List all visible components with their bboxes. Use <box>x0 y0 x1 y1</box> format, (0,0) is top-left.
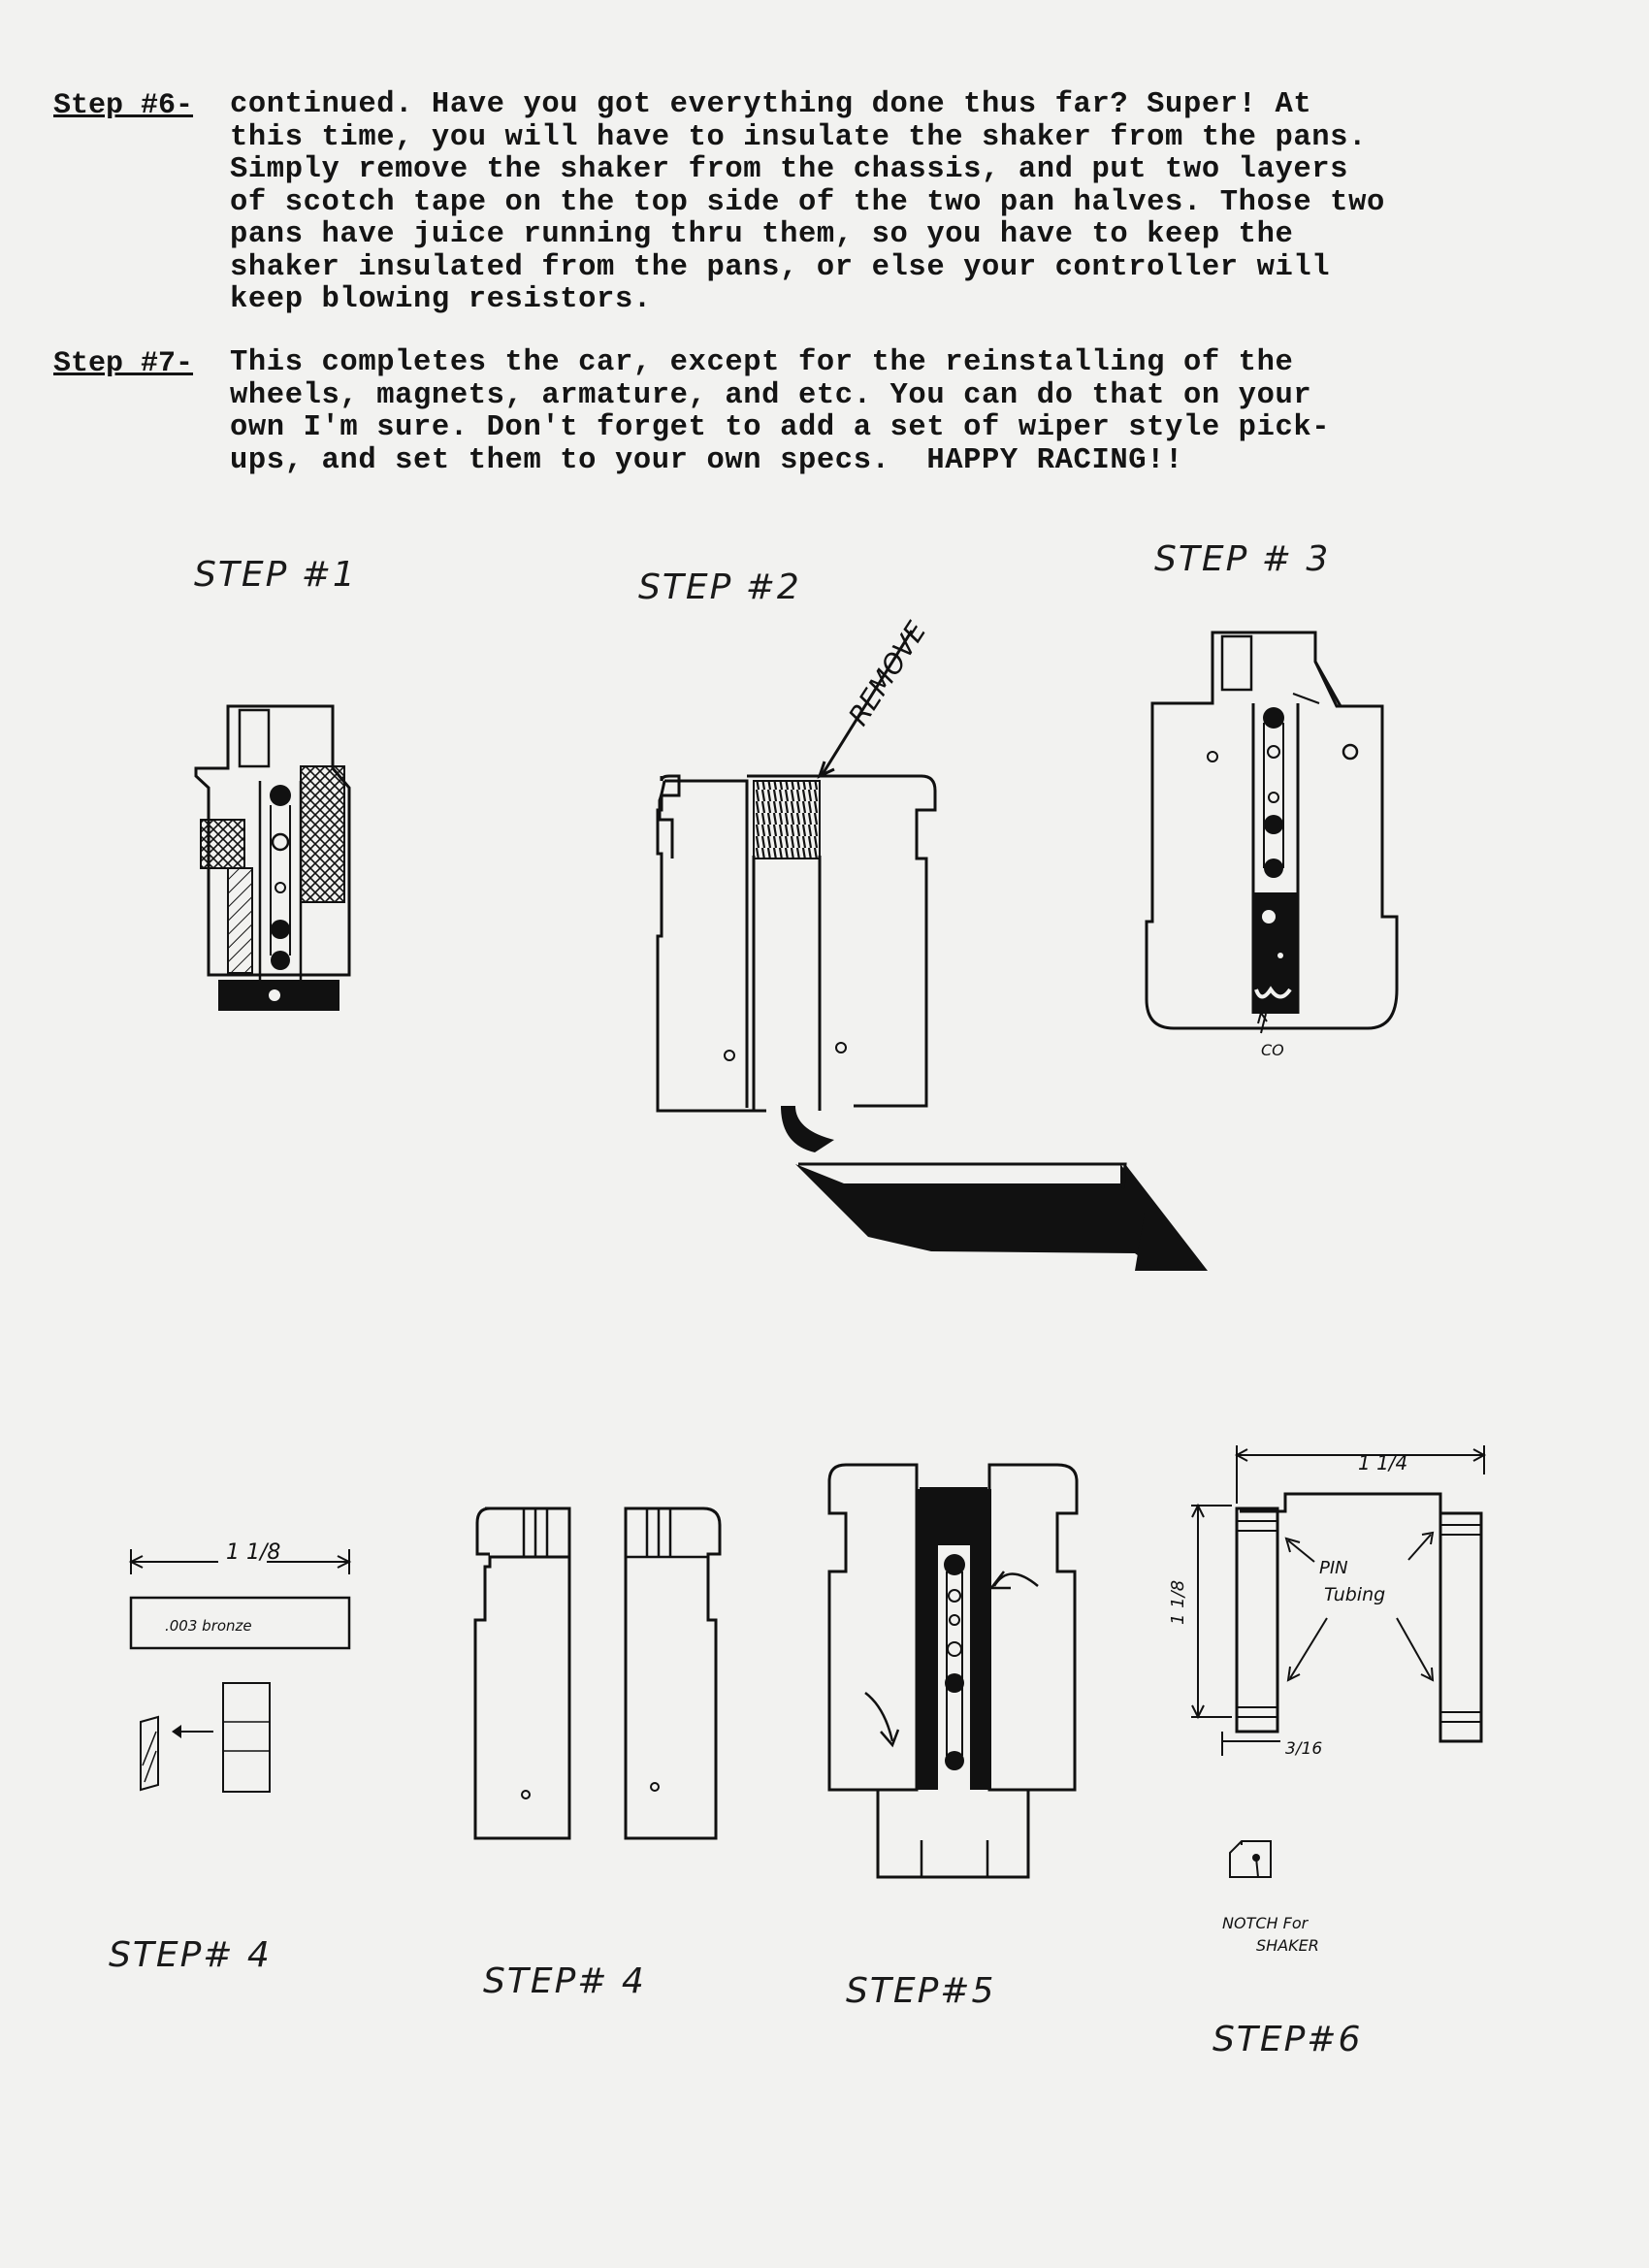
step3-note: CO <box>1261 1041 1284 1059</box>
step6-dim-side: 1 1/8 <box>1168 1579 1188 1625</box>
step4a-bronze-strip-drawing <box>121 1528 364 1809</box>
step4a-strip-label: .003 bronze <box>165 1617 252 1635</box>
figure-label-step2: STEP #2 <box>638 567 801 607</box>
figure-label-step5: STEP#5 <box>846 1971 996 2011</box>
figure-label-step3: STEP # 3 <box>1154 539 1331 579</box>
step4a-dimension: 1 1/8 <box>226 1540 281 1565</box>
figure-label-step1: STEP #1 <box>194 555 357 595</box>
text-line: wheels, magnets, armature, and etc. You can do that on your <box>230 378 1312 412</box>
text-line: This completes the car, except for the reinstalling of the <box>230 346 1294 379</box>
text-line: keep blowing resistors. <box>230 283 652 316</box>
step2-remove-label: REMOVE <box>842 616 933 731</box>
step6-notch-line2: SHAKER <box>1256 1936 1319 1955</box>
figure-label-step6: STEP#6 <box>1212 2020 1363 2059</box>
step-7-text <box>230 347 1510 477</box>
step6-pin-tubing-drawing <box>1164 1445 1504 1969</box>
text-line: continued. Have you got everything done thus far? Super! At <box>230 88 1312 121</box>
step6-dim-top: 1 1/4 <box>1358 1451 1408 1474</box>
step-6-text <box>230 89 1510 317</box>
figure-label-step4a: STEP# 4 <box>109 1935 272 1975</box>
step3-shaker-drawing <box>1135 621 1411 1067</box>
text-line: pans have juice running thru them, so you have to keep the <box>230 218 1294 251</box>
text-line: shaker insulated from the pans, or else your controller will <box>230 250 1331 284</box>
text-line: this time, you will have to insulate the shaker from the pans. <box>230 120 1367 154</box>
text-line: of scotch tape on the top side of the two pan halves. Those two <box>230 185 1385 219</box>
step-6-label: Step #6- <box>53 89 194 122</box>
figure-label-step4b: STEP# 4 <box>483 1961 646 2001</box>
step6-notch-line1: NOTCH For <box>1222 1914 1309 1932</box>
step5-assembled-drawing <box>824 1460 1086 1887</box>
step6-pin-label: PIN <box>1319 1558 1348 1578</box>
step-7-label: Step #7- <box>53 347 194 380</box>
step4b-pan-halves-drawing <box>466 1504 732 1863</box>
text-line: own I'm sure. Don't forget to add a set of wiper style pick- <box>230 411 1331 444</box>
step6-tubing-label: Tubing <box>1324 1584 1386 1605</box>
step6-dim-bottom: 3/16 <box>1285 1739 1323 1759</box>
step1-chassis-drawing <box>189 698 354 1028</box>
text-line: ups, and set them to your own specs. HAPPY RACING!! <box>230 443 1183 477</box>
text-line: Simply remove the shaker from the chassis, and put two layers <box>230 153 1349 186</box>
